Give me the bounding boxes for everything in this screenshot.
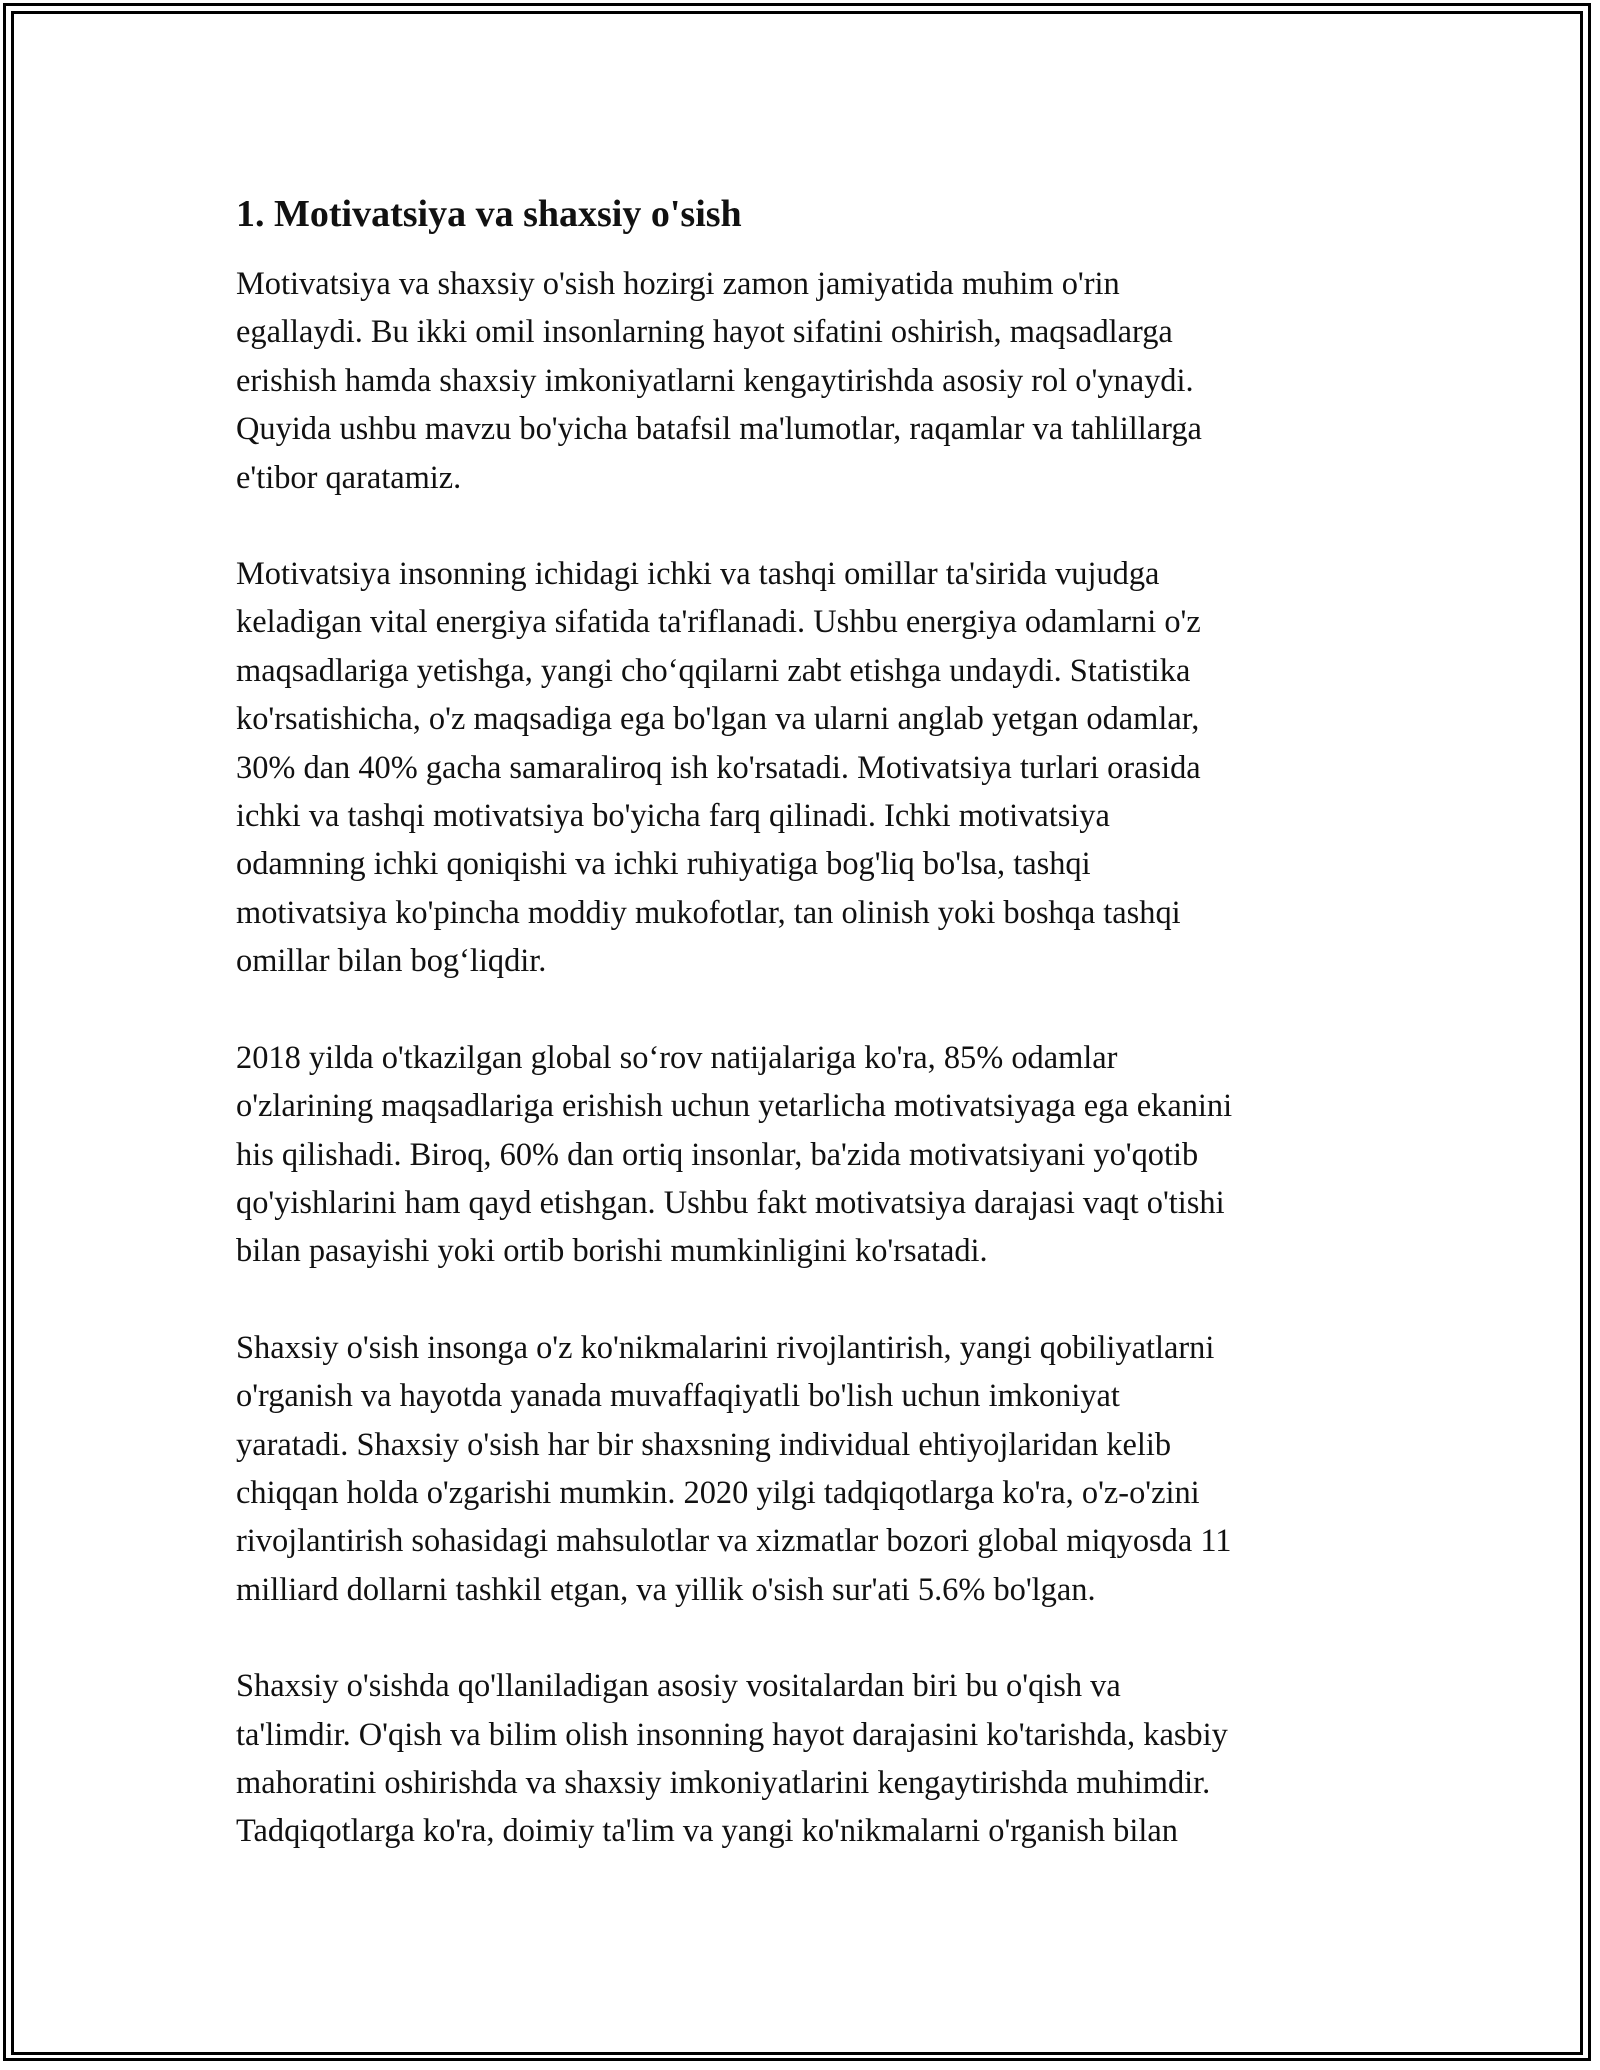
paragraph-education: Shaxsiy o'sishda qo'llaniladigan asosiy vositalardan biri bu o'qish va ta'limdir. O'qish va bilim olish insonning hayot darajasini ko'tarishda, kasbiy mahoratini oshirishda va shaxsiy imkoniyatlarini kengaytirishda muhimdir. Tadqiqotlarga ko'ra, doimiy ta'lim va yangi ko'nikmalarni o'rganish bilan (236, 1668, 1228, 1850)
paragraph-intro: Motivatsiya va shaxsiy o'sish hozirgi zamon jamiyatida muhim o'rin egallaydi. Bu ikki omil insonlarning hayot sifatini oshirish, maqsadlarga erishish hamda shaxsiy imkoniyatlarni kengaytirishda asosiy rol o'ynaydi. Quyida ushbu mavzu bo'yicha batafsil ma'lumotlar, raqamlar va tahlillarga e'tibor qaratamiz. (236, 266, 1202, 496)
paragraph-survey-2018: 2018 yilda o'tkazilgan global so‘rov natijalariga ko'ra, 85% odamlar o'zlarining maqsadlariga erishish uchun yetarlicha motivatsiyaga ega ekanini his qilishadi. Biroq, 60% dan ortiq insonlar, ba'zida motivatsiyani yo'qotib qo'yishlarini ham qayd etishgan. Ushbu fakt motivatsiya darajasi vaqt o'tishi bilan pasayishi yoki ortib borishi mumkinligini ko'rsatadi. (236, 1039, 1233, 1270)
paragraph-personal-growth: Shaxsiy o'sish insonga o'z ko'nikmalarini rivojlantirish, yangi qobiliyatlarni o'rganish va hayotda yanada muvaffaqiyatli bo'lish uchun imkoniyat yaratadi. Shaxsiy o'sish har bir shaxsning individual ehtiyojlaridan kelib chiqqan holda o'zgarishi mumkin. 2020 yilgi tadqiqotlarga ko'ra, o'z-o'zini rivojlantirish sohasidagi mahsulotlar va xizmatlar bozori global miqyosda 11 milliard dollarni tashkil etgan, va yillik o'sish sur'ati 5.6% bo'lgan. (236, 1329, 1232, 1608)
document-body (236, 186, 1376, 1904)
section-heading: 1. Motivatsiya va shaxsiy o'sish (236, 193, 742, 235)
paragraph-motivation-definition: Motivatsiya insonning ichidagi ichki va tashqi omillar ta'sirida vujudga keladigan vital energiya sifatida ta'riflanadi. Ushbu energiya odamlarni o'z maqsadlariga yetishga, yangi cho‘qqilarni zabt etishga undaydi. Statistika ko'rsatishicha, o'z maqsadiga ega bo'lgan va ularni anglab yetgan odamlar, 30% dan 40% gacha samaraliroq ish ko'rsatadi. Motivatsiya turlari orasida ichki va tashqi motivatsiya bo'yicha farq qilinadi. Ichki motivatsiya odamning ichki qoniqishi va ichki ruhiyatiga bog'liq bo'lsa, tashqi motivatsiya ko'pincha moddiy mukofotlar, tan olinish yoki boshqa tashqi omillar bilan bog‘liqdir. (236, 556, 1201, 980)
